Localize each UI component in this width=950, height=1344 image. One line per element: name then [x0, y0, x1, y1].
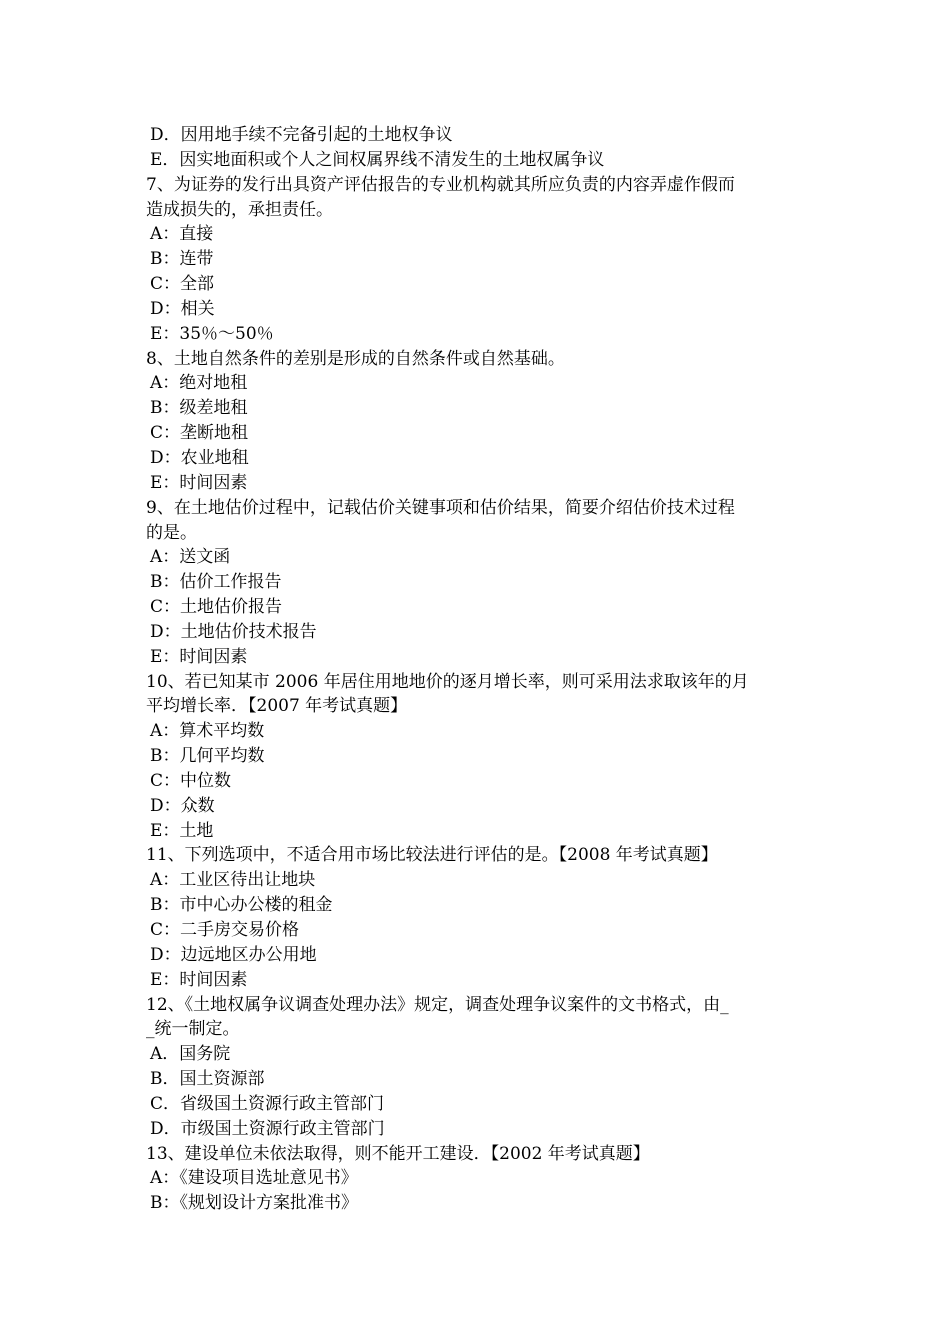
answer-option-line: A：绝对地租: [150, 373, 248, 394]
answer-option-line: E：时间因素: [150, 646, 248, 667]
answer-option-line: E：土地: [150, 820, 214, 841]
answer-option-line: D：边远地区办公用地: [150, 944, 317, 965]
question-text-line: 13、建设单位未依法取得，则不能开工建设．【2002 年考试真题】: [146, 1143, 650, 1164]
question-text-line: _统一制定。: [146, 1019, 240, 1040]
answer-option-line: D：众数: [150, 795, 215, 816]
answer-option-line: C：中位数: [150, 770, 232, 791]
answer-option-line: B：市中心办公楼的租金: [150, 895, 333, 916]
question-text-line: 9、在土地估价过程中，记载估价关键事项和估价结果，简要介绍估价技术过程: [146, 497, 735, 518]
answer-option-line: A：工业区待出让地块: [150, 870, 316, 891]
answer-option-line: A．国务院: [150, 1044, 231, 1065]
answer-option-line: B．国土资源部: [150, 1069, 265, 1090]
question-text-line: 的是。: [146, 522, 197, 543]
answer-option-line: C：二手房交易价格: [150, 920, 300, 940]
question-text-line: 7、为证券的发行出具资产评估报告的专业机构就其所应负责的内容弄虚作假而: [146, 174, 735, 195]
answer-option-line: D：农业地租: [150, 447, 249, 468]
answer-option-line: D．市级国土资源行政主管部门: [150, 1118, 385, 1139]
answer-option-line: C：土地估价报告: [150, 597, 283, 618]
answer-option-line: B：级差地租: [150, 398, 248, 419]
answer-option-line: B：估价工作报告: [150, 572, 282, 593]
answer-option-line: B：几何平均数: [150, 746, 265, 767]
answer-option-line: A：《建设项目选址意见书》: [150, 1168, 358, 1189]
answer-option-line: C：全部: [150, 274, 215, 295]
answer-option-line: E：时间因素: [150, 969, 248, 990]
answer-option-line: E：35％～50％: [150, 323, 274, 344]
question-text-line: 12、《土地权属争议调查处理办法》规定，调查处理争议案件的文书格式，由_: [146, 994, 729, 1015]
question-text-line: 8、土地自然条件的差别是形成的自然条件或自然基础。: [146, 348, 565, 369]
question-text-line: 11、下列选项中，不适合用市场比较法进行评估的是。【2008 年考试真题】: [146, 845, 718, 866]
answer-option-line: B：连带: [150, 249, 214, 270]
answer-option-line: A：直接: [150, 224, 214, 245]
answer-option-line: C：垄断地租: [150, 423, 249, 444]
question-text-line: 平均增长率．【2007 年考试真题】: [146, 696, 408, 717]
question-text-line: 10、若已知某市 2006 年居住用地地价的逐月增长率，则可采用法求取该年的月: [146, 671, 749, 692]
answer-option-line: A：算术平均数: [150, 721, 265, 742]
answer-option-line: B：《规划设计方案批准书》: [150, 1193, 358, 1214]
answer-option-line: D：相关: [150, 298, 215, 319]
answer-option-line: E．因实地面积或个人之间权属界线不清发生的土地权属争议: [150, 149, 605, 170]
answer-option-line: D．因用地手续不完备引起的土地权争议: [150, 125, 453, 145]
answer-option-line: E：时间因素: [150, 472, 248, 493]
answer-option-line: A：送文函: [150, 547, 231, 568]
answer-option-line: D：土地估价技术报告: [150, 621, 317, 642]
answer-option-line: C．省级国土资源行政主管部门: [150, 1093, 385, 1114]
document-page: [146, 123, 812, 1216]
question-text-line: 造成损失的，承担责任。: [146, 199, 333, 220]
